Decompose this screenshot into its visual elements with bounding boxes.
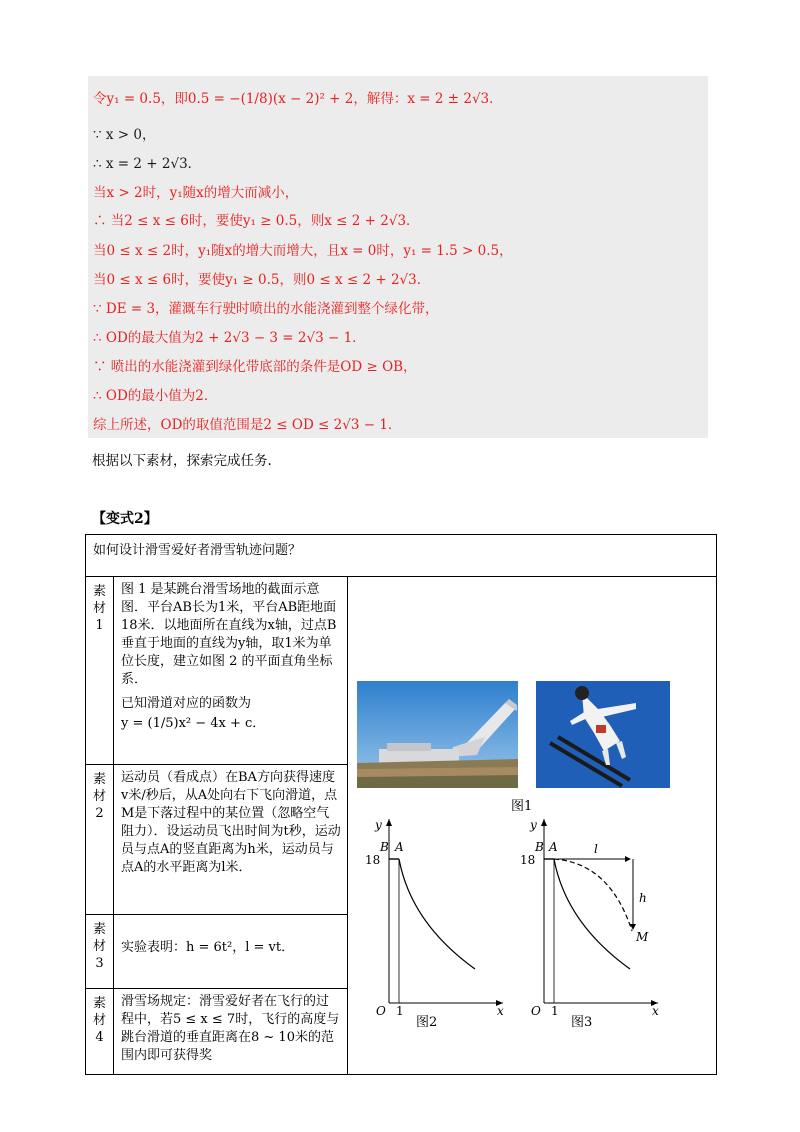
m-label: M: [636, 930, 649, 944]
tick-18-label: 18: [365, 853, 381, 867]
solution-line: ∴ OD的最小值为2．: [93, 388, 218, 404]
figure-cell: [348, 577, 717, 1075]
point-a-label: A: [549, 840, 558, 854]
label-char: 材: [92, 939, 106, 954]
material-4-text: 滑雪场规定：滑雪爱好者在飞行的过程中，若5 ≤ x ≤ 7时，飞行的高度与跳台滑道的垂直距离在8 ~ 10米的范围内即可获得奖: [121, 994, 340, 1063]
intro-text: 根据以下素材，探索完成任务.: [92, 453, 272, 469]
figure-2-graph: [363, 813, 513, 1018]
fig1-caption: 图1: [511, 799, 533, 814]
x-axis-label: x: [652, 1004, 659, 1018]
x-axis-label: x: [497, 1004, 504, 1018]
label-char: 4: [95, 1030, 104, 1045]
label-char: 3: [95, 956, 104, 971]
solution-line: ∴ x = 2 + 2√3．: [93, 156, 202, 172]
material-2-cell: [114, 765, 348, 915]
label-char: 素: [92, 922, 106, 937]
material-1-cell: [114, 577, 348, 765]
label-cell-3: [86, 915, 114, 989]
tick-1-label: 1: [551, 1004, 559, 1018]
label-char: 材: [92, 601, 106, 616]
label-cell-1: [86, 577, 114, 765]
materials-table: [85, 534, 717, 1075]
material-3-text: 实验表明：h = 6t²，l = vt．: [121, 940, 295, 955]
point-b-label: B: [535, 840, 544, 854]
y-axis-label: y: [375, 818, 382, 832]
question-cell: [86, 535, 717, 577]
label-char: 2: [95, 806, 104, 821]
label-char: 材: [92, 789, 106, 804]
solution-line: ∵ x > 0，: [93, 127, 156, 143]
y-axis-label: y: [530, 818, 537, 832]
origin-label: O: [376, 1004, 386, 1018]
point-a-label: A: [395, 840, 404, 854]
solution-line: ∴ 当2 ≤ x ≤ 6时，要使y₁ ≥ 0.5，则x ≤ 2 + 2√3．: [93, 213, 420, 229]
section-title: 【变式2】: [92, 511, 158, 527]
l-label: l: [594, 842, 598, 856]
label-char: 素: [92, 584, 106, 599]
fig2-caption: 图2: [416, 1015, 438, 1030]
material-4-cell: [114, 989, 348, 1075]
material-1-formula: y = (1/5)x² − 4x + c．: [121, 716, 266, 731]
solution-line: 当0 ≤ x ≤ 6时，要使y₁ ≥ 0.5，则0 ≤ x ≤ 2 + 2√3．: [93, 272, 431, 288]
solution-line: 综上所述，OD的取值范围是2 ≤ OD ≤ 2√3 − 1．: [93, 417, 402, 433]
material-1-text2: 已知滑道对应的函数为: [121, 696, 252, 711]
label-char: 素: [92, 996, 106, 1011]
solution-line: ∵ 喷出的水能浇灌到绿化带底部的条件是OD ≥ OB，: [93, 359, 417, 375]
solution-line: 当x > 2时，y₁随x的增大而减小，: [93, 185, 299, 201]
tick-1-label: 1: [396, 1004, 404, 1018]
solution-line: ∵ DE = 3，灌溉车行驶时喷出的水能浇灌到整个绿化带，: [93, 301, 439, 317]
fig3-caption: 图3: [571, 1015, 593, 1030]
material-3-cell: [114, 915, 348, 989]
point-b-label: B: [380, 840, 389, 854]
material-2-text: 运动员（看成点）在BA方向获得速度v米/秒后，从A处向右下飞向滑道，点M是下落过程中的某位置（忽略空气阻力）．设运动员飞出时间为t秒，运动员与点A的竖直距离为h米，运动员与点A的水平距离为l米．: [121, 770, 341, 875]
label-cell-2: [86, 765, 114, 915]
ski-jumper-photo: [536, 681, 670, 788]
solution-line: ∴ OD的最大值为2 + 2√3 − 3 = 2√3 − 1．: [93, 330, 366, 346]
label-char: 材: [92, 1013, 106, 1028]
origin-label: O: [531, 1004, 541, 1018]
label-char: 1: [95, 618, 104, 633]
ski-jump-venue-photo: [357, 681, 518, 788]
solution-line: 当0 ≤ x ≤ 2时，y₁随x的增大而增大，且x = 0时，y₁ = 1.5 > 0.5，: [93, 243, 513, 259]
figure-3-graph: [518, 813, 668, 1018]
h-label: h: [639, 891, 647, 905]
tick-18-label: 18: [520, 853, 536, 867]
label-char: 素: [92, 772, 106, 787]
question-text: 如何设计滑雪爱好者滑雪轨迹问题？: [93, 543, 302, 558]
solution-line: 令y₁ = 0.5，即0.5 = −(1/8)(x − 2)² + 2，解得：x = 2 ± 2√3．: [93, 91, 503, 107]
label-cell-4: [86, 989, 114, 1075]
material-1-text: 图 1 是某跳台滑雪场地的截面示意图．平台AB长为1米，平台AB距地面18米．以地面所在直线为x轴，过点B垂直于地面的直线为y轴，取1米为单位长度，建立如图 2 的平面直角坐标系．: [121, 582, 337, 687]
